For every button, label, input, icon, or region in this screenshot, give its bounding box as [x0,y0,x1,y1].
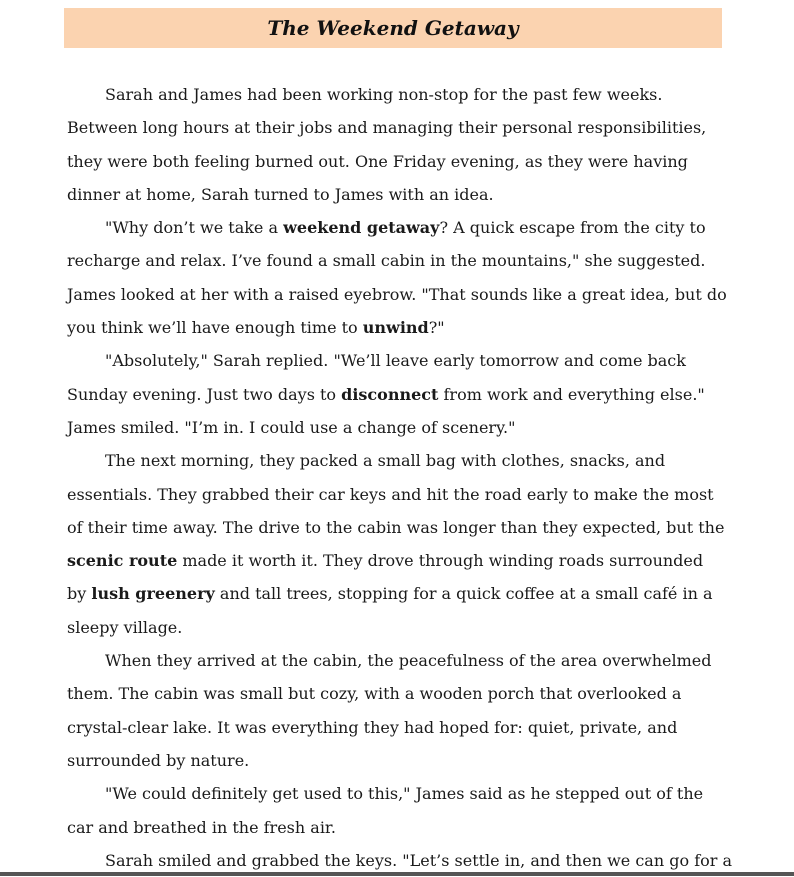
text-line [67,444,727,477]
text-line [67,211,727,244]
text-line [67,777,727,810]
text-segment: of their time away. The drive to the cabin was longer than they expected, but the [67,517,725,537]
text-segment: and tall trees, stopping for a quick coffee at a small café in a [214,584,713,604]
page-title: The Weekend Getaway [267,16,519,40]
text-segment: Sunday evening. Just two days to [67,384,342,404]
text-segment: Sarah smiled and grabbed the keys. "Let’s settle in, and then we can go for a [105,850,733,870]
text-segment: made it worth it. They drove through winding roads surrounded [177,551,704,571]
bold-term: unwind [362,318,429,338]
text-line [67,378,727,411]
text-segment: "Why don’t we take a [105,218,284,238]
text-line [67,278,727,311]
text-line [67,411,727,444]
text-segment: sleepy village. [67,617,183,637]
text-segment: recharge and relax. I’ve found a small cabin in the mountains," she suggested. [67,251,706,271]
text-line [67,811,727,844]
text-segment: "Absolutely," Sarah replied. "We’ll leave early tomorrow and come back [105,351,686,371]
bold-term: lush greenery [91,584,215,604]
bold-term: weekend getaway [283,218,440,238]
bold-term: disconnect [341,384,439,404]
bold-term: scenic route [67,551,178,571]
story-body [67,78,733,877]
text-segment: Between long hours at their jobs and managing their personal responsibilities, [67,118,707,138]
text-line [67,544,727,577]
text-segment: surrounded by nature. [67,750,250,770]
text-line [67,145,727,178]
text-line [67,511,727,544]
text-line [67,111,727,144]
text-segment: them. The cabin was small but cozy, with a wooden porch that overlooked a [67,684,682,704]
text-segment: James smiled. "I’m in. I could use a change of scenery." [67,417,516,437]
text-line [67,644,727,677]
text-segment: The next morning, they packed a small bag with clothes, snacks, and [105,451,666,471]
text-segment: Sarah and James had been working non-stop for the past few weeks. [105,85,663,104]
text-segment: ? A quick escape from the city to [439,218,706,238]
text-line [67,344,727,377]
text-line [67,744,727,777]
text-line [67,577,727,610]
bottom-divider [0,872,794,876]
text-segment: When they arrived at the cabin, the peacefulness of the area overwhelmed [105,651,712,671]
text-segment: you think we’ll have enough time to [67,318,363,338]
text-segment: by [67,584,92,604]
text-segment: car and breathed in the fresh air. [67,817,336,837]
text-line [67,311,727,344]
text-line [67,178,727,211]
text-line [67,677,727,710]
text-line [67,78,727,111]
text-line [67,611,727,644]
text-segment: from work and everything else." [438,384,705,404]
text-segment: "We could definitely get used to this," James said as he stepped out of the [105,784,704,804]
text-segment: crystal-clear lake. It was everything they had hoped for: quiet, private, and [67,717,678,737]
text-segment: ?" [428,318,445,338]
text-segment: dinner at home, Sarah turned to James with an idea. [67,184,494,204]
text-line [67,711,727,744]
text-segment: they were both feeling burned out. One Friday evening, as they were having [67,151,688,171]
title-banner [64,8,722,48]
text-segment: James looked at her with a raised eyebrow. "That sounds like a great idea, but do [67,284,727,304]
text-line [67,244,727,277]
text-segment: essentials. They grabbed their car keys and hit the road early to make the most [67,484,714,504]
text-line [67,478,727,511]
